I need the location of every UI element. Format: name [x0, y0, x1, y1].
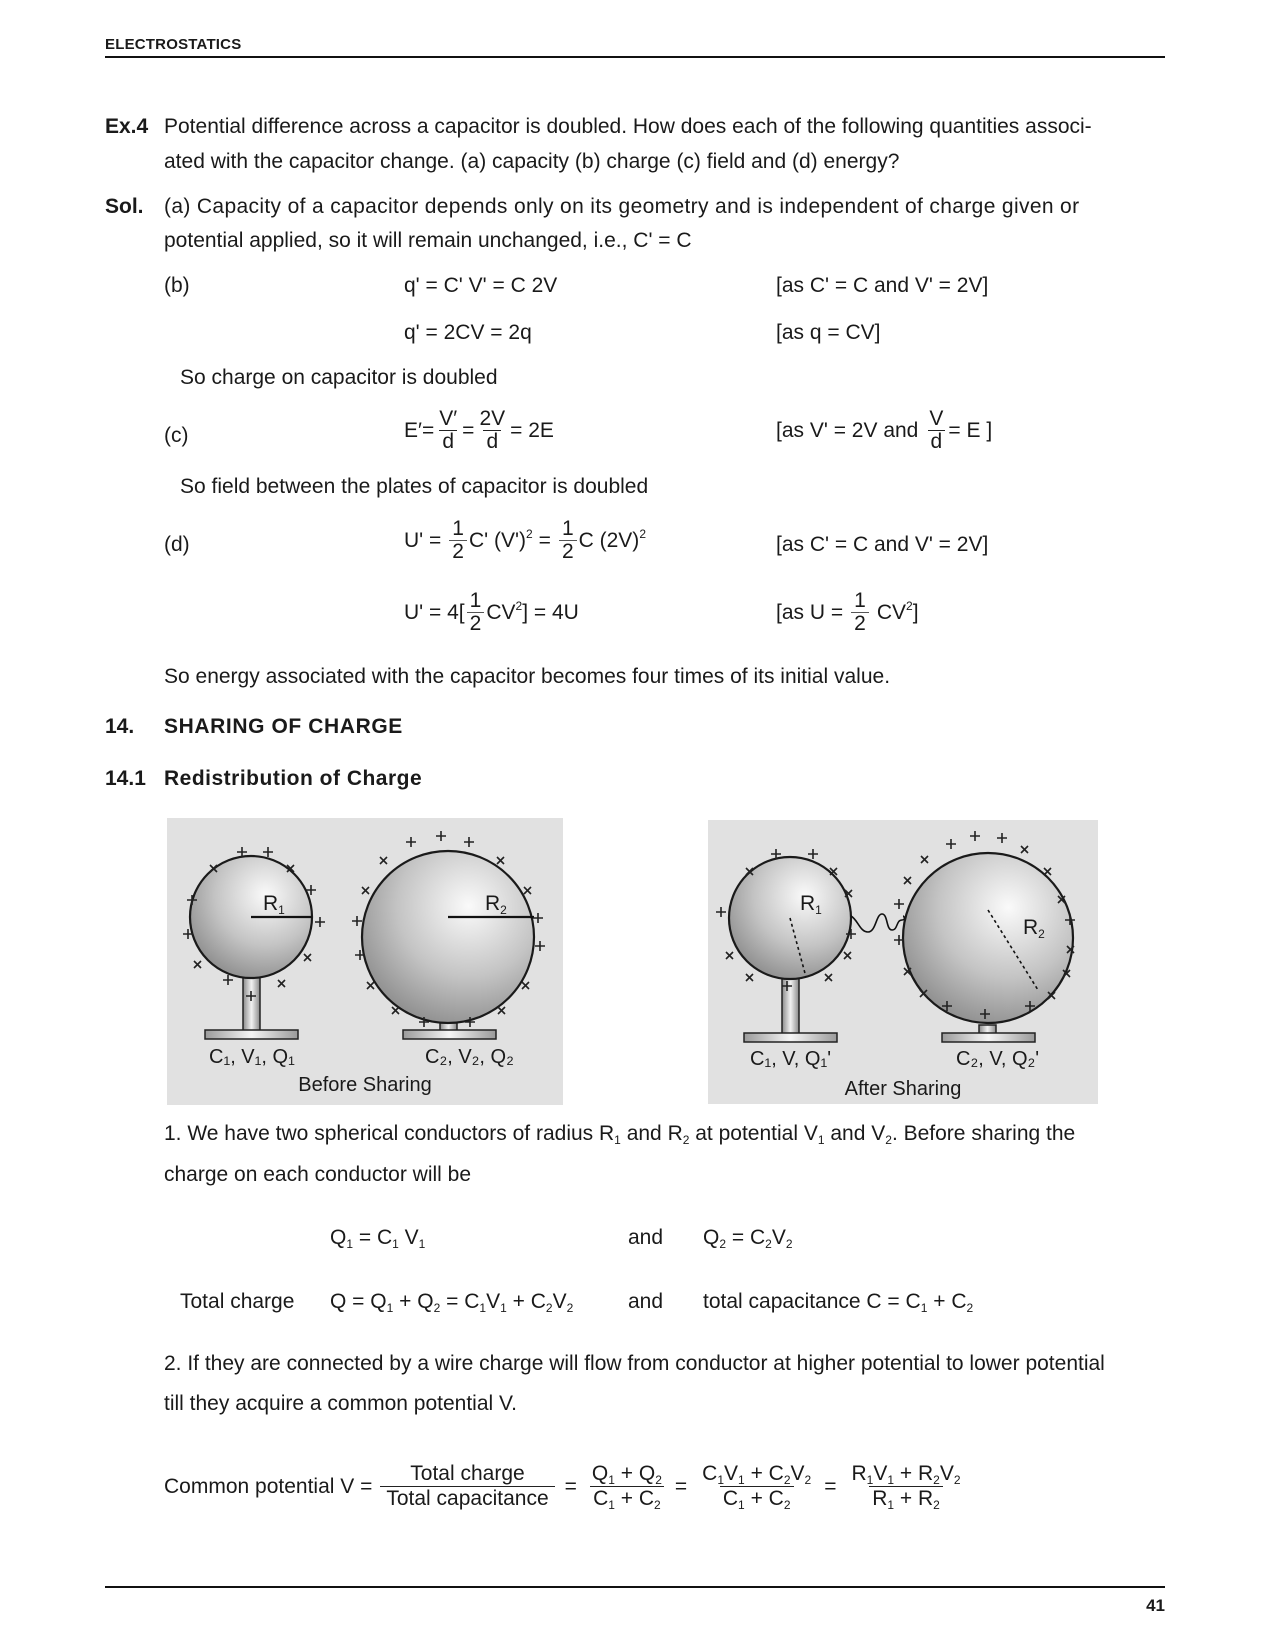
solution-a-line1: (a) Capacity of a capacitor depends only on its geometry and is independent of charge given or [164, 195, 1080, 218]
sphere-2-params: C₂, V₂, Q₂ [425, 1046, 514, 1068]
fraction-v-over-d [926, 408, 946, 453]
numerator: V [929, 407, 944, 430]
part-b-reason2: [as q = CV] [776, 321, 881, 344]
section-title: SHARING OF CHARGE [164, 715, 403, 738]
point2-line2: till they acquire a common potential V. [164, 1392, 517, 1415]
subsection-title: Redistribution of Charge [164, 767, 423, 790]
fraction-one-half [449, 518, 467, 563]
running-header: ELECTROSTATICS [105, 36, 242, 53]
part-b-reason1: [as C' = C and V' = 2V] [776, 274, 989, 297]
reason-mid: $CV^2$ [876, 598, 913, 624]
total-charge-label: Total charge [180, 1290, 295, 1313]
subsection-number: 14.1 [105, 767, 146, 790]
numerator: $R_1V_1 + R_2V_2$ [851, 1462, 961, 1487]
stand-base [942, 1033, 1035, 1042]
fraction-q-sum-over-c-sum [589, 1462, 665, 1511]
header-rule [105, 56, 1165, 58]
fraction-total-charge-over-capacitance [380, 1462, 554, 1511]
part-d-reason2 [776, 590, 919, 635]
numerator: 1 [561, 517, 574, 540]
eq-q1: $Q_1 = C_1$ $V_1$ [330, 1226, 426, 1251]
part-d-eq1 [404, 518, 646, 563]
stand-stem [782, 970, 799, 1040]
eq-lhs: U' = [404, 528, 442, 552]
eq-mid: C' $(V')^2$ [468, 526, 533, 552]
part-d-reason1: [as C' = C and V' = 2V] [776, 533, 989, 556]
denominator: $C_1 + C_2$ [720, 1486, 794, 1511]
fraction-cv-sum-over-c-sum [699, 1462, 814, 1511]
fraction-v-prime-over-d [436, 408, 460, 453]
figure-after-sharing [708, 820, 1098, 1104]
fraction-2v-over-d [476, 408, 508, 453]
point2-line1: 2. If they are connected by a wire charge will flow from conductor at higher potential to lower potential [164, 1352, 1105, 1375]
solution-a-line2: potential applied, so it will remain unchanged, i.e., C' = C [164, 229, 692, 252]
sphere-2-params: C₂, V, Q₂' [956, 1048, 1040, 1070]
reason-prefix: [as V' = 2V and [776, 418, 919, 442]
reason-prefix: [as U = [776, 600, 844, 624]
reason-suffix: ] [912, 600, 919, 624]
part-c-reason [776, 408, 992, 453]
radius-label-r1: $R_1$ [263, 892, 285, 917]
equals: = [824, 1474, 837, 1498]
denominator: Total capacitance [380, 1486, 554, 1511]
stand-base [744, 1033, 837, 1042]
part-c-label: (c) [164, 424, 189, 447]
example-question-line2: ated with the capacitor change. (a) capacity (b) charge (c) field and (d) energy? [164, 150, 900, 173]
numerator: $Q_1 + Q_2$ [591, 1462, 662, 1487]
and-label-2: and [628, 1290, 664, 1313]
equals: = [564, 1474, 577, 1498]
part-c-conclusion: So field between the plates of capacitor is doubled [180, 475, 649, 498]
eq-q2: $Q_2 = C_2V_2$ [703, 1226, 793, 1251]
fraction-one-half [467, 590, 485, 635]
part-b-eq2: q' = 2CV = 2q [404, 321, 532, 344]
sphere-1-params: C₁, V, Q₁' [750, 1048, 832, 1070]
part-d-conclusion: So energy associated with the capacitor becomes four times of its initial value. [164, 665, 891, 688]
numerator: 1 [452, 517, 464, 540]
part-b-conclusion: So charge on capacitor is doubled [180, 366, 498, 389]
equals: = [538, 528, 551, 552]
eq-total-capacitance: total capacitance $C = C_1 + C_2$ [703, 1290, 974, 1315]
sphere-1-params: C₁, V₁, Q₁ [209, 1046, 295, 1068]
equals: = [462, 418, 475, 442]
figure-caption-after: After Sharing [844, 1078, 962, 1100]
denominator: d [928, 430, 946, 453]
eq-mid: $CV^2$ [486, 598, 523, 624]
formula-lhs: Common potential V = [164, 1474, 373, 1498]
part-b-eq1: q' = C' V' = C 2V [404, 274, 558, 297]
part-c-lhs: E′= [404, 418, 435, 442]
denominator: 2 [559, 540, 577, 563]
eq-total-charge: $Q = Q_1 + Q_2 = C_1V_1 + C_2V_2$ [330, 1290, 574, 1315]
part-d-eq2 [404, 590, 579, 635]
eq-rhs: C $(2V)^2$ [578, 526, 646, 552]
eq-rhs: ] = 4U [522, 600, 579, 624]
part-d-label: (d) [164, 533, 190, 556]
figure-caption-before: Before Sharing [298, 1074, 432, 1096]
denominator: d [483, 430, 501, 453]
radius-label-r2: $R_2$ [485, 892, 507, 917]
numerator: 2V [479, 407, 506, 430]
solution-label: Sol. [105, 195, 144, 218]
denominator: d [439, 430, 457, 453]
numerator: $C_1V_1 + C_2V_2$ [702, 1462, 812, 1487]
numerator: 1 [469, 589, 482, 612]
page-number: 41 [1146, 1596, 1165, 1615]
numerator: Total charge [410, 1462, 525, 1485]
part-c-equation [404, 408, 554, 453]
stand-base [403, 1030, 496, 1039]
fraction-rv-sum-over-r-sum [849, 1462, 964, 1511]
radius-label-r1: $R_1$ [800, 892, 822, 917]
point1-line1: 1. We have two spherical conductors of radius $R_1$ and $R_2$ at potential $V_1$ and $V_2$. Before sharing the [164, 1122, 1076, 1147]
common-potential-formula [164, 1462, 966, 1511]
denominator: 2 [851, 612, 869, 635]
point1-line2: charge on each conductor will be [164, 1163, 472, 1186]
denominator: 2 [467, 612, 485, 635]
denominator: 2 [449, 540, 467, 563]
footer-rule [105, 1586, 1165, 1588]
sphere-2 [903, 853, 1073, 1023]
fraction-one-half [851, 590, 869, 635]
section-number: 14. [105, 715, 135, 738]
equals: = [674, 1474, 688, 1498]
and-label-1: and [628, 1226, 664, 1249]
numerator: 1 [854, 589, 866, 612]
sphere-2 [362, 851, 534, 1023]
part-c-rhs: = 2E [510, 418, 554, 442]
denominator: $C_1 + C_2$ [590, 1486, 664, 1511]
denominator: $R_1 + R_2$ [869, 1486, 943, 1511]
fraction-one-half [559, 518, 577, 563]
eq-lhs: U' = 4[ [404, 600, 465, 624]
example-question-line1: Potential difference across a capacitor is doubled. How does each of the following quantities associ- [164, 115, 1092, 138]
numerator: V′ [439, 407, 458, 430]
radius-label-r2: $R_2$ [1023, 916, 1045, 941]
reason-suffix: = E ] [948, 418, 993, 442]
part-b-label: (b) [164, 274, 190, 297]
example-label: Ex.4 [105, 115, 149, 138]
stand-base [205, 1030, 298, 1039]
figure-before-sharing [167, 818, 563, 1105]
connecting-wire [851, 914, 904, 932]
